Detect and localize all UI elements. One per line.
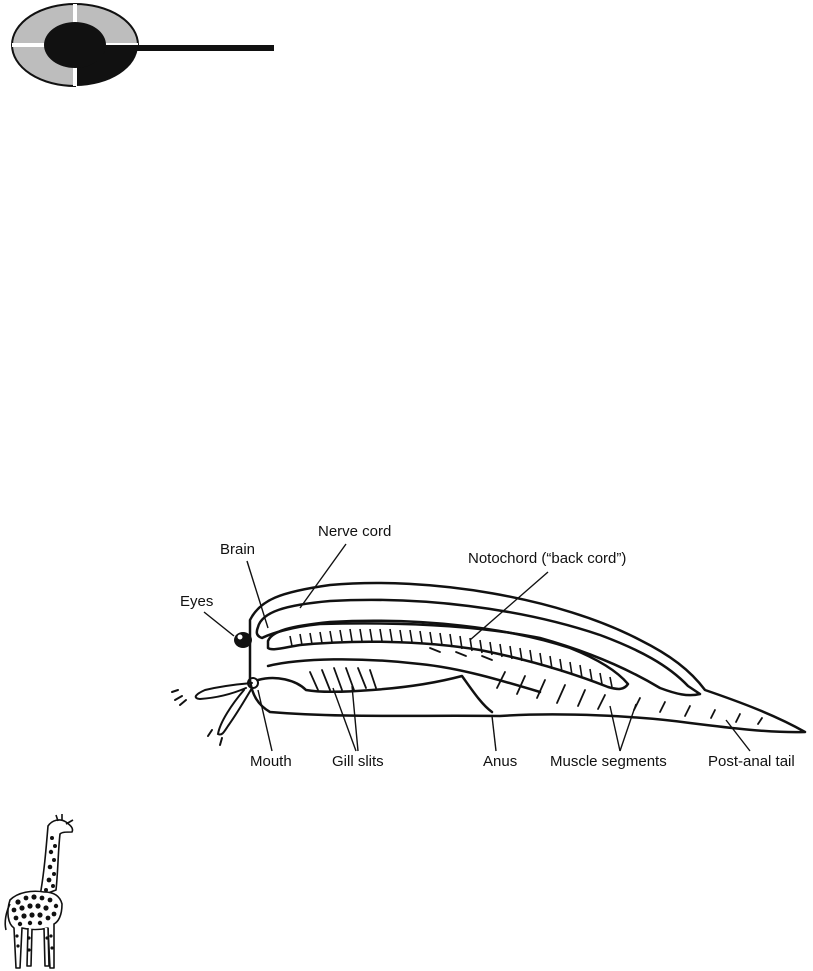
giraffe-icon [0, 812, 80, 971]
label-mouth: Mouth [250, 753, 292, 770]
label-post-anal-tail: Post-anal tail [708, 753, 795, 770]
label-anus: Anus [483, 753, 518, 770]
label-muscle-segments: Muscle segments [550, 753, 667, 770]
label-notochord: Notochord (“back cord”) [468, 550, 627, 567]
gut [258, 676, 492, 712]
label-gill-slits: Gill slits [332, 753, 384, 770]
eye [234, 632, 252, 648]
label-nerve-cord: Nerve cord [318, 523, 392, 540]
label-brain: Brain [220, 541, 256, 558]
nerve-cord [257, 600, 700, 695]
label-eyes: Eyes [180, 593, 214, 610]
body-outline [250, 583, 805, 732]
